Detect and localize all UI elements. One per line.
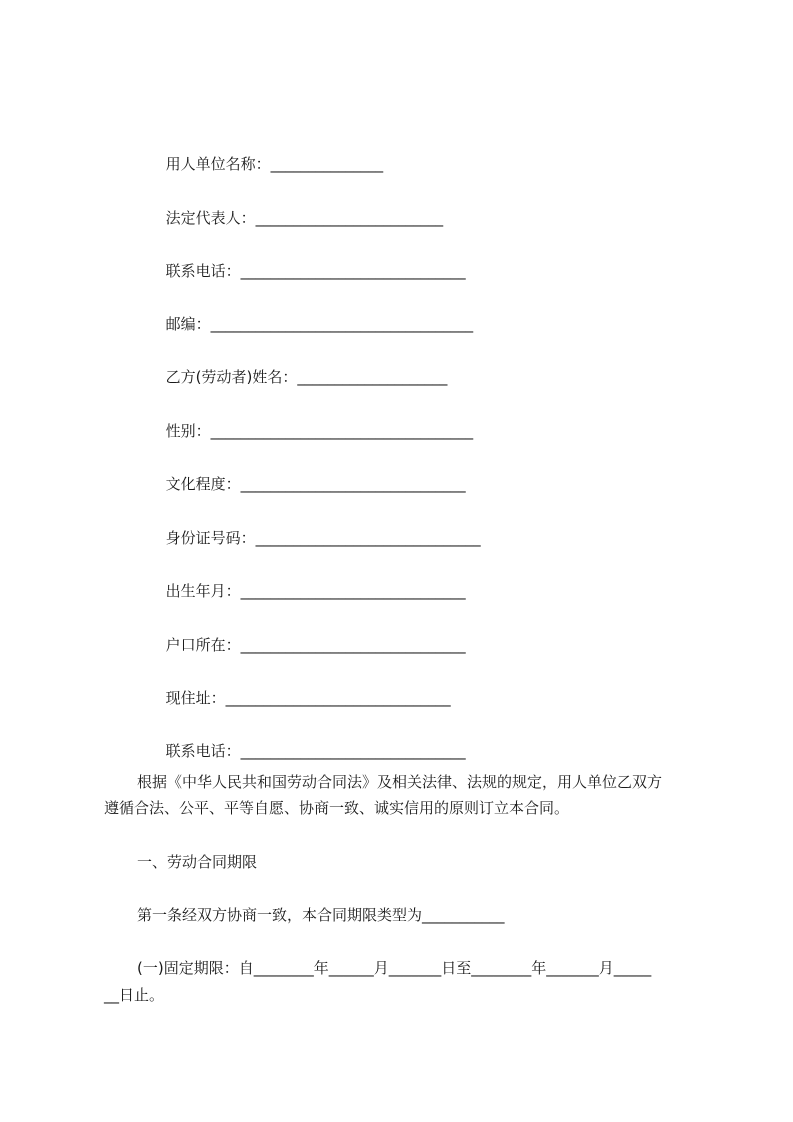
field-blank: ______________________________ xyxy=(225,689,451,707)
employer-name-field xyxy=(137,131,384,173)
birth-date-field xyxy=(137,558,466,600)
field-label: 邮编： xyxy=(165,315,211,333)
id-number-field xyxy=(137,505,481,547)
employee-phone-field xyxy=(137,718,466,760)
household-registration-field xyxy=(137,612,466,654)
field-label: 出生年月： xyxy=(165,582,241,600)
field-blank: ______________________________ xyxy=(240,582,466,600)
field-label: 性别： xyxy=(165,422,211,440)
current-address-field xyxy=(137,665,451,707)
employee-name-field xyxy=(137,344,448,386)
fixed-term-line-1: (一)固定期限：自________年______月_______日至________年_______月_____ xyxy=(137,959,652,977)
field-blank: _______________ xyxy=(270,155,384,173)
legal-representative-field xyxy=(137,185,444,227)
field-blank: ___________________________________ xyxy=(210,315,474,333)
employer-phone-field xyxy=(137,238,466,280)
field-blank: ___________________________________ xyxy=(210,422,474,440)
field-label: 联系电话： xyxy=(165,262,241,280)
preamble-line-1: 根据《中华人民共和国劳动合同法》及相关法律、法规的规定，用人单位乙双方 xyxy=(137,773,663,791)
field-label: 现住址： xyxy=(165,689,226,707)
education-field xyxy=(137,451,466,493)
postcode-field xyxy=(137,291,474,333)
fixed-term-line-2: __日止。 xyxy=(104,986,165,1004)
field-label: 乙方(劳动者)姓名： xyxy=(165,368,298,386)
field-blank: ______________________________ xyxy=(240,475,466,493)
field-blank: ______________________________ xyxy=(240,742,466,760)
field-label: 用人单位名称： xyxy=(165,155,271,173)
field-label: 文化程度： xyxy=(165,475,241,493)
preamble-line-2: 遵循合法、公平、平等自愿、协商一致、诚实信用的原则订立本合同。 xyxy=(104,799,570,817)
field-blank: ______________________________ xyxy=(240,262,466,280)
field-blank: ____________________ xyxy=(297,368,448,386)
field-label: 法定代表人： xyxy=(165,209,256,227)
field-label: 身份证号码： xyxy=(165,529,256,547)
field-blank: ______________________________ xyxy=(240,636,466,654)
field-blank: ______________________________ xyxy=(255,529,481,547)
article-1: 第一条经双方协商一致，本合同期限类型为___________ xyxy=(137,906,505,924)
field-blank: _________________________ xyxy=(255,209,444,227)
field-label: 户口所在： xyxy=(165,636,241,654)
field-label: 联系电话： xyxy=(165,742,241,760)
section-heading: 一、劳动合同期限 xyxy=(137,853,258,871)
gender-field xyxy=(137,398,474,440)
